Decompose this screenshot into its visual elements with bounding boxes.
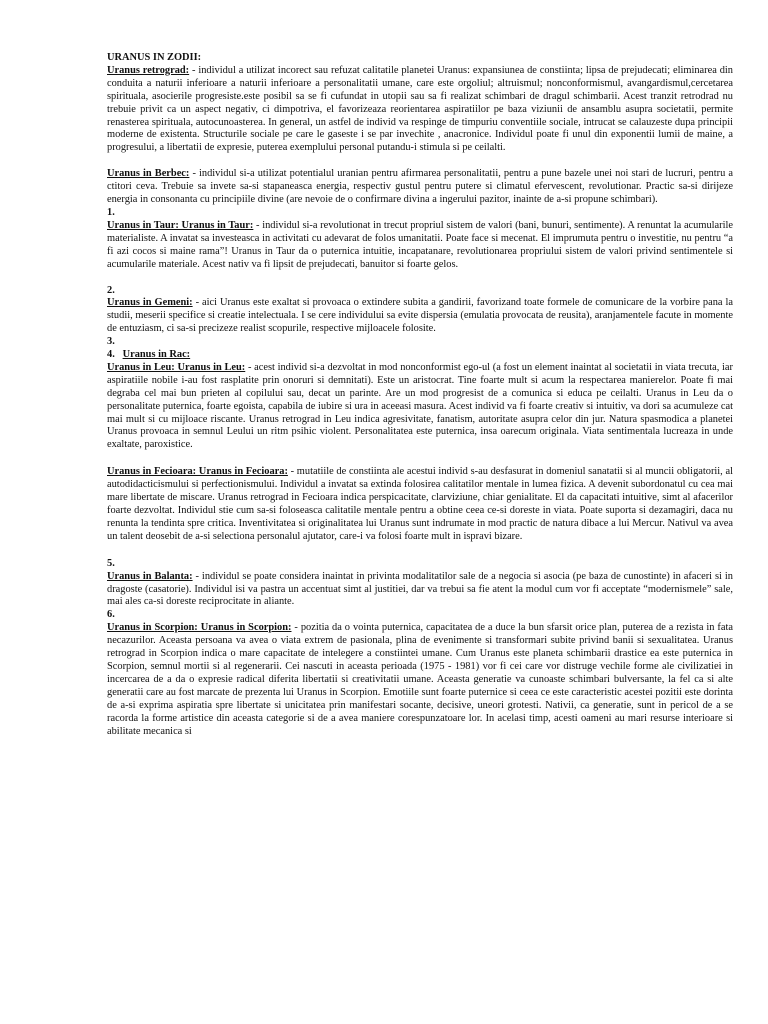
section-text: - mutatiile de constiinta ale acestui individ s-au desfasurat in domeniul sanatatii si al muncii obligatorii, al autodidacticismului si perfectionismului. Individul a invatat sa extinda folosirea calitatilor mentale in lumea fizica. A devenit subordonatul cu cea mai mare libertate de miscare. Uranus retrograd in Fecioara indica perspicacitate, clarviziune, chiar genialitate. El da capacitati intuitive, simt al afacerilor foarte dezvoltat. Individul stie cum sa-si foloseasca calitatile mentale pentru a obtine ceea ce-si doreste in viata. Poate suporta si dezamagiri, daca nu renunta la tendinta spre critica. Inventivitatea si originalitatea lui Uranus sunt indrumate in mod practic de natura dibace a lui Mercur. Nativul va avea un talent deosebit de a-si selectiona personalul ajutator, care-i va folosi foarte mult in ispravi bizare.	[107, 466, 733, 542]
section-label: Uranus in Berbec:	[107, 168, 190, 180]
section-fecioara	[107, 466, 733, 543]
section-label: Uranus in Fecioara: Uranus in Fecioara:	[107, 466, 288, 478]
section-label: Uranus in Balanta:	[107, 570, 193, 582]
section-label: Uranus in Taur: Uranus in Taur:	[107, 219, 254, 231]
document-page	[107, 52, 733, 738]
list-number: 5.	[107, 557, 115, 569]
section-leu	[107, 362, 733, 452]
list-number: 1.	[107, 206, 115, 218]
section-text: - pozitia da o vointa puternica, capacitatea de a duce la bun sfarsit orice plan, puterea de a rezista in fata necazurilor. Aceasta persoana va avea o viata extrem de pasionala, plina de evenimente si transformari subite privind banii si sexualitatea. Uranus retrograd in Scorpion indica o mare capacitate de intelegere a constiintei umane. Cum Uranus este planeta schimbarii drastice ea este puternica in Scorpion, semnul mortii si al regenerarii. Cei nascuti in aceasta perioada (1975 - 1981) vor fi cei care vor distruge vechile forme ale civilizatiei in incercarea de a da o expresie radical diferita libertatii si creativitatii umane. Aceasta generatie va cunoaste schimbari bulversante, la fel ca si alte generatii care au fost marcate de prezenta lui Uranus in Scorpion. Emotiile sunt foarte puternice si ceea ce este caracteristic acestei pozitii este dorinta de a-si exprima aspiratia spre libertate si unicitatea prin manifestari socante, decisive, uneori grotesti. Nativii, ca generatie, sunt in pericol de a se racorda la forme artistice din aceasta categorie si de a avea maniere corespunzatoare lor. In acelasi timp, acesti oameni au mari resurse interioare si abilitate mecanica si	[107, 622, 733, 737]
section-text: - individul si-a revolutionat in trecut propriul sistem de valori (bani, bunuri, sentimente). A renuntat la acumularile materialiste. A invatat sa investeasca in activitati cu adevarat de folos umanitatii. Poate face si mecenat. El imprumuta pentru o investitie, nu pentru “a fi azi cocos si maine rama”! Uranus in Taur da o puternica intuitie, incapatanare, revolutionarea propriului sistem de valori privind sentimentele si acumularile materiale. Acest nativ va fi lipsit de prejudecati, banuitor si foarte gelos.	[107, 219, 733, 270]
section-label: Uranus in Rac:	[122, 349, 191, 361]
section-scorpion	[107, 622, 733, 738]
section-gemeni	[107, 297, 733, 336]
section-taur	[107, 220, 733, 272]
section-text: - acest individ si-a dezvoltat in mod nonconformist ego-ul (a fost un element inaintat al societatii in viata trecuta, iar aspiratiile nobile i-au fost rasplatite prin onoruri si demnitati). Este un aristocrat. Tine foarte mult si acum la respectarea manierelor. Poate fi mai degraba cel mai bun prieten al copilului sau, decat un parinte. Are un mod progresist de a comunica si educa pe ceilalti. Uranus in Leu da o personalitate puternica, foarte egoista, capabila de iubire si ura in aceeasi masura. Acest individ va fi foarte creativ si intuitiv, va dori sa acumuleze cat mai mult si cu mijloace riscante. Uranus retrograd in Leu indica agresivitate, fanatism, autoritate asupra celor din jur. Natura spasmodica a planetei Uranus provoaca in semnul Leului un ritm psihic violent. Personalitatea este puternica, insa oarecum originala. Viata sentimentala lucreaza in unde exaltate, paroxistice.	[107, 361, 733, 451]
section-text: - individul si-a utilizat potentialul uranian pentru afirmarea personalitatii, pentru a pune bazele unei noi stari de lucruri, pentru a ctitori ceva. Trebuie sa invete sa-si stapaneasca energia, respectiv gustul pentru putere si climatul efervescent, revolutionar. Practic sa-si dirijeze energia in consonanta cu principiile divine (are nevoie de o confirmare divina a ingerului pazitor, inainte de a-si propune schimbari).	[107, 168, 733, 206]
list-number: 3.	[107, 336, 115, 348]
section-text: - individul se poate considera inaintat in privinta modalitatilor sale de a negocia si asocia (pe baza de cunostinte) in afaceri si in dragoste (casatorie). Individul isi va pastra un accentuat simt al justitiei, dar va trebui sa fie atent la modul cum vor fi acceptate “modernismele” sale, mai ales ca-si doreste reciprocitate in aliante.	[107, 570, 733, 608]
section-label: Uranus in Gemeni:	[107, 297, 193, 309]
section-retrograd	[107, 65, 733, 155]
section-balanta	[107, 571, 733, 610]
section-berbec	[107, 168, 733, 207]
section-label: Uranus in Scorpion: Uranus in Scorpion:	[107, 622, 292, 634]
list-number: 4.	[107, 349, 115, 361]
section-rac-heading	[107, 349, 733, 362]
section-label: Uranus in Leu: Uranus in Leu:	[107, 361, 246, 373]
section-text: - individul a utilizat incorect sau refuzat calitatile planetei Uranus: expansiunea de constiinta; lipsa de prejudecati; eliminarea din conduita a naturii inferioare a naturii inferioare a personalitatii umane, care este orgoliul; altruismul; nonconformismul, avangardismul,cercetarea spirituala, asocierile progresiste.este posibil sa se fi cufundat in utopii sau sa fi realizat schimbari de dragul schimbarii. Acest tranzit retrodrad nu trebuie privit ca un aspect negativ, ci dimpotriva, el favorizeaza reorientarea aspiratiilor pe baza viziunii de ansamblu asupra societatii, permite renasterea spirituala, autocunoasterea. In general, un astfel de individ va respinge de timpuriu conventiile sociale, intrucat se calauzeste dupa principii moderne de existenta. Structurile sociale pe care le gaseste i se par invechite , anacronice. Individul poate fi unul din exponentii lumii de maine, a progresului, a libertatii de expresie, puterea exemplului personal putandu-i stimula si pe ceilalti.	[107, 64, 733, 154]
section-label: Uranus retrograd:	[107, 64, 190, 76]
section-text: - aici Uranus este exaltat si provoaca o extindere subita a gandirii, favorizand toate formele de comunicare de la vorbire pana la studii, meserii specifice si creatie intelectuala. I se cere individului sa evite dispersia (emulatia provocata de reusita), aranjamentele facute in momente de entuziasm, ci sa-si precizeze realist scopurile, respective mijloacele folosite.	[107, 297, 733, 335]
list-number: 6.	[107, 609, 115, 621]
list-number: 2.	[107, 284, 115, 296]
document-title: URANUS IN ZODII:	[107, 52, 202, 63]
